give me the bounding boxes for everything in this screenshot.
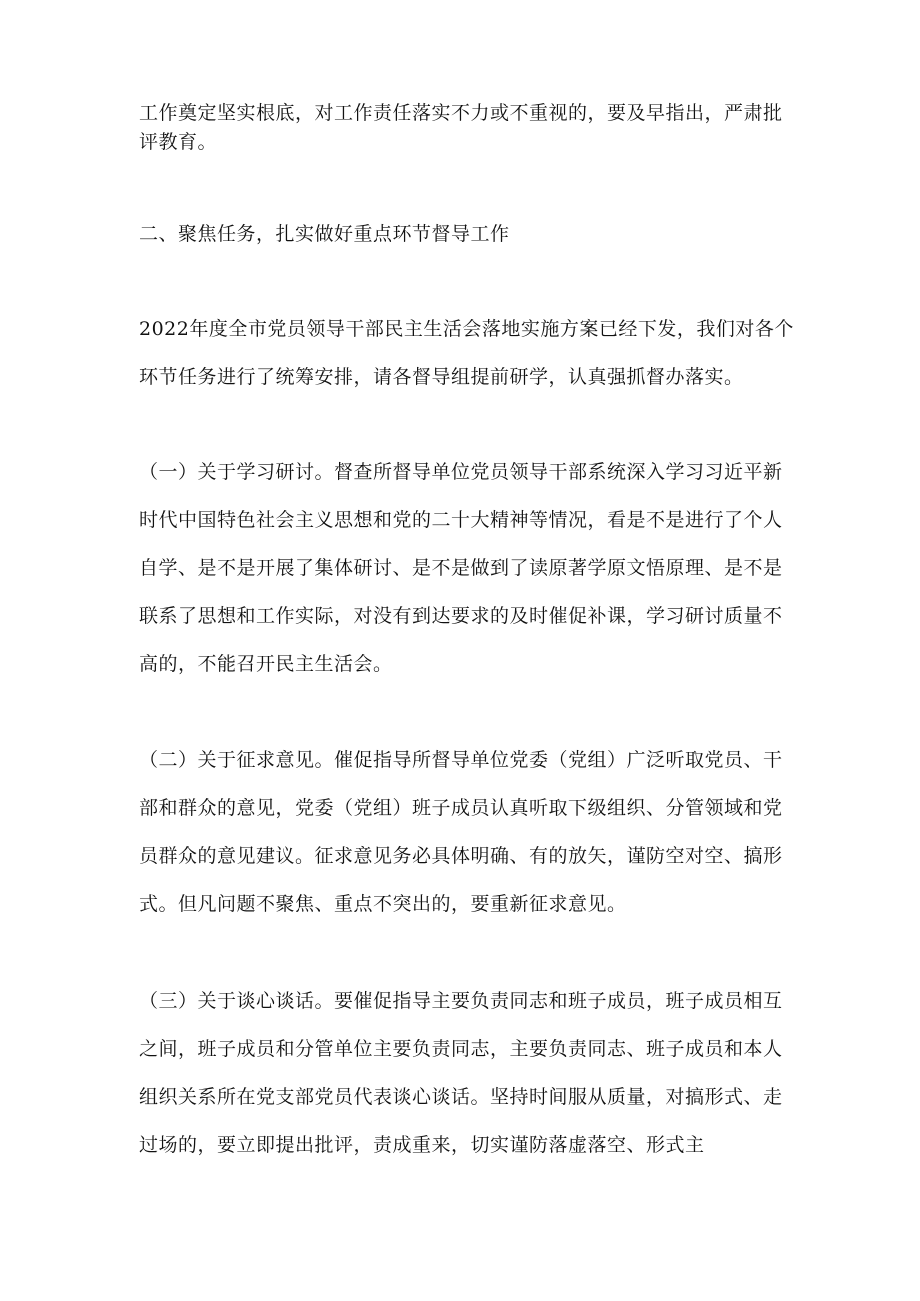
paragraph-study-discussion: （一）关于学习研讨。督查所督导单位党员领导干部系统深入学习习近平新时代中国特色社会主义思想和党的二十大精神等情况，看是不是进行了个人自学、是不是开展了集体研讨、是不是做到了读原著学原文悟原理、是不是联系了思想和工作实际，对没有到达要求的及时催促补课，学习研讨质量不高的，不能召开民主生活会。 <box>139 461 783 675</box>
paragraph-solicit-opinions: （二）关于征求意见。催促指导所督导单位党委（党组）广泛听取党员、干部和群众的意见，党委（党组）班子成员认真听取下级组织、分管领域和党员群众的意见建议。征求意见务必具体明确、有的放矢，谨防空对空、搞形式。但凡问题不聚焦、重点不突出的，要重新征求意见。 <box>139 749 783 915</box>
paragraph-heart-to-heart-talks: （三）关于谈心谈话。要催促指导主要负责同志和班子成员，班子成员相互之间，班子成员和分管单位主要负责同志，主要负责同志、班子成员和本人组织关系所在党支部党员代表谈心谈话。坚持时间服从质量，对搞形式、走过场的，要立即提出批评，责成重来，切实谨防落虚落空、形式主 <box>139 990 783 1156</box>
paragraph-implementation-plan: 2022年度全市党员领导干部民主生活会落地实施方案已经下发，我们对各个环节任务进行了统筹安排，请各督导组提前研学，认真强抓督办落实。 <box>139 318 794 388</box>
paragraph-criticism-education: 工作奠定坚实根底，对工作责任落实不力或不重视的，要及早指出，严肃批评教育。 <box>139 102 783 153</box>
section-heading-supervision: 二、聚焦任务，扎实做好重点环节督导工作 <box>139 223 510 245</box>
